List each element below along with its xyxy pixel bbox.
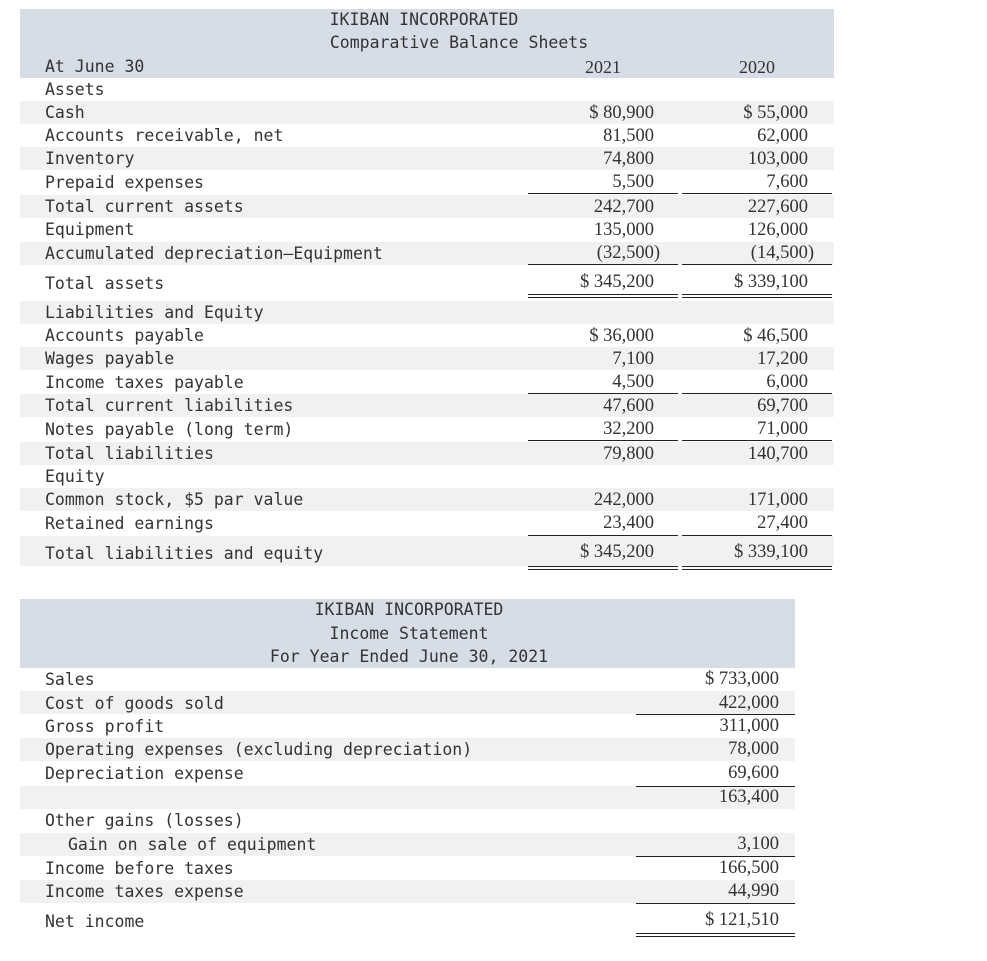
total-double-rule — [528, 569, 678, 570]
section-heading: Liabilities and Equity — [45, 303, 264, 322]
row-label: Inventory — [45, 149, 135, 168]
row-label: Income taxes expense — [45, 882, 244, 901]
subtotal-rule — [636, 903, 795, 904]
row-value: $ 121,510 — [705, 910, 779, 930]
row-label: Prepaid expenses — [45, 173, 204, 192]
row-label: Accumulated depreciation—Equipment — [45, 244, 383, 263]
value-2020: 17,200 — [757, 349, 808, 369]
total-double-rule — [636, 936, 795, 937]
row-label: Notes payable (long term) — [45, 420, 294, 439]
total-double-rule — [636, 933, 795, 934]
value-2020: 7,600 — [766, 172, 808, 192]
subtotal-rule — [636, 714, 795, 715]
row-value: 422,000 — [718, 693, 779, 713]
balance-sheet-title: Comparative Balance Sheets — [329, 33, 589, 52]
value-2021: 79,800 — [603, 444, 654, 464]
row-label: Cost of goods sold — [45, 694, 224, 713]
row-value: 78,000 — [728, 739, 779, 759]
balance-sheet-company: IKIBAN INCORPORATED — [329, 10, 519, 29]
value-2020: $ 55,000 — [743, 103, 808, 123]
total-double-rule — [682, 569, 832, 570]
value-2021: $ 345,200 — [580, 272, 654, 292]
subtotal-rule — [682, 193, 832, 194]
value-2020: (14,500) — [750, 243, 814, 263]
value-2021: 242,700 — [593, 197, 654, 217]
row-label: Total liabilities — [45, 444, 214, 463]
value-2020: $ 46,500 — [743, 326, 808, 346]
subtotal-rule — [528, 535, 678, 536]
year-2020-header: 2020 — [739, 57, 775, 77]
subtotal-rule — [528, 193, 678, 194]
value-2020: 27,400 — [757, 513, 808, 533]
period-label: At June 30 — [45, 57, 145, 76]
row-value: 163,400 — [718, 787, 779, 807]
row-value: 3,100 — [737, 834, 779, 854]
row-label: Total current liabilities — [45, 396, 294, 415]
row-label: Gross profit — [45, 717, 165, 736]
value-2020: 126,000 — [747, 220, 808, 240]
row-label: Retained earnings — [45, 514, 214, 533]
value-2021: 5,500 — [612, 172, 654, 192]
subtotal-rule — [682, 440, 832, 441]
value-2020: 227,600 — [747, 197, 808, 217]
row-label: Equipment — [45, 220, 135, 239]
value-2021: 135,000 — [593, 220, 654, 240]
value-2020: $ 339,100 — [734, 272, 808, 292]
value-2021: 81,500 — [603, 126, 654, 146]
row-label: Income before taxes — [45, 859, 234, 878]
subtotal-rule — [682, 535, 832, 536]
row-label: Depreciation expense — [45, 764, 244, 783]
row-label: Total current assets — [45, 197, 244, 216]
value-2021: $ 345,200 — [580, 542, 654, 562]
value-2021: 47,600 — [603, 396, 654, 416]
subtotal-rule — [682, 393, 832, 394]
value-2020: 171,000 — [747, 490, 808, 510]
subtotal-rule — [528, 264, 678, 265]
row-value: 166,500 — [718, 858, 779, 878]
subtotal-rule — [636, 786, 795, 787]
row-value: $ 733,000 — [705, 669, 779, 689]
value-2021: $ 80,900 — [589, 103, 654, 123]
row-value: 311,000 — [719, 716, 779, 736]
value-2021: 242,000 — [593, 490, 654, 510]
total-double-rule — [682, 566, 832, 567]
subtotal-rule — [636, 856, 795, 857]
row-label: Gain on sale of equipment — [68, 835, 317, 854]
subtotal-rule — [528, 393, 678, 394]
total-double-rule — [682, 297, 832, 298]
year-2021-header: 2021 — [585, 57, 621, 77]
row-label: Sales — [45, 670, 95, 689]
value-2021: (32,500) — [596, 243, 660, 263]
value-2021: $ 36,000 — [589, 326, 654, 346]
value-2021: 74,800 — [603, 149, 654, 169]
total-double-rule — [528, 294, 678, 295]
section-heading: Equity — [45, 467, 105, 486]
row-value: 69,600 — [728, 763, 779, 783]
total-double-rule — [528, 566, 678, 567]
row-label: Net income — [45, 912, 145, 931]
total-double-rule — [682, 294, 832, 295]
value-2020: 140,700 — [747, 444, 808, 464]
row-value: 44,990 — [728, 881, 779, 901]
income-statement — [0, 590, 987, 961]
value-2020: 103,000 — [747, 149, 808, 169]
value-2020: $ 339,100 — [734, 542, 808, 562]
subtotal-rule — [528, 440, 678, 441]
value-2020: 6,000 — [766, 372, 808, 392]
value-2021: 32,200 — [603, 419, 654, 439]
income-statement-period: For Year Ended June 30, 2021 — [269, 647, 549, 666]
income-statement-company: IKIBAN INCORPORATED — [314, 600, 504, 619]
row-label: Common stock, $5 par value — [45, 490, 304, 509]
row-label: Total assets — [45, 274, 165, 293]
income-statement-title: Income Statement — [329, 624, 489, 643]
value-2020: 69,700 — [757, 396, 808, 416]
row-label: Income taxes payable — [45, 373, 244, 392]
value-2020: 71,000 — [757, 419, 808, 439]
section-heading: Other gains (losses) — [45, 811, 244, 830]
row-label: Total liabilities and equity — [45, 544, 324, 563]
total-double-rule — [528, 297, 678, 298]
row-label: Wages payable — [45, 349, 175, 368]
subtotal-rule — [682, 264, 832, 265]
row-label: Accounts payable — [45, 326, 204, 345]
row-label: Accounts receivable, net — [45, 126, 284, 145]
value-2021: 7,100 — [612, 349, 654, 369]
row-label: Assets — [45, 80, 105, 99]
value-2021: 4,500 — [612, 372, 654, 392]
value-2020: 62,000 — [757, 126, 808, 146]
value-2021: 23,400 — [603, 513, 654, 533]
row-label: Cash — [45, 103, 85, 122]
row-label: Operating expenses (excluding depreciation) — [45, 740, 473, 759]
